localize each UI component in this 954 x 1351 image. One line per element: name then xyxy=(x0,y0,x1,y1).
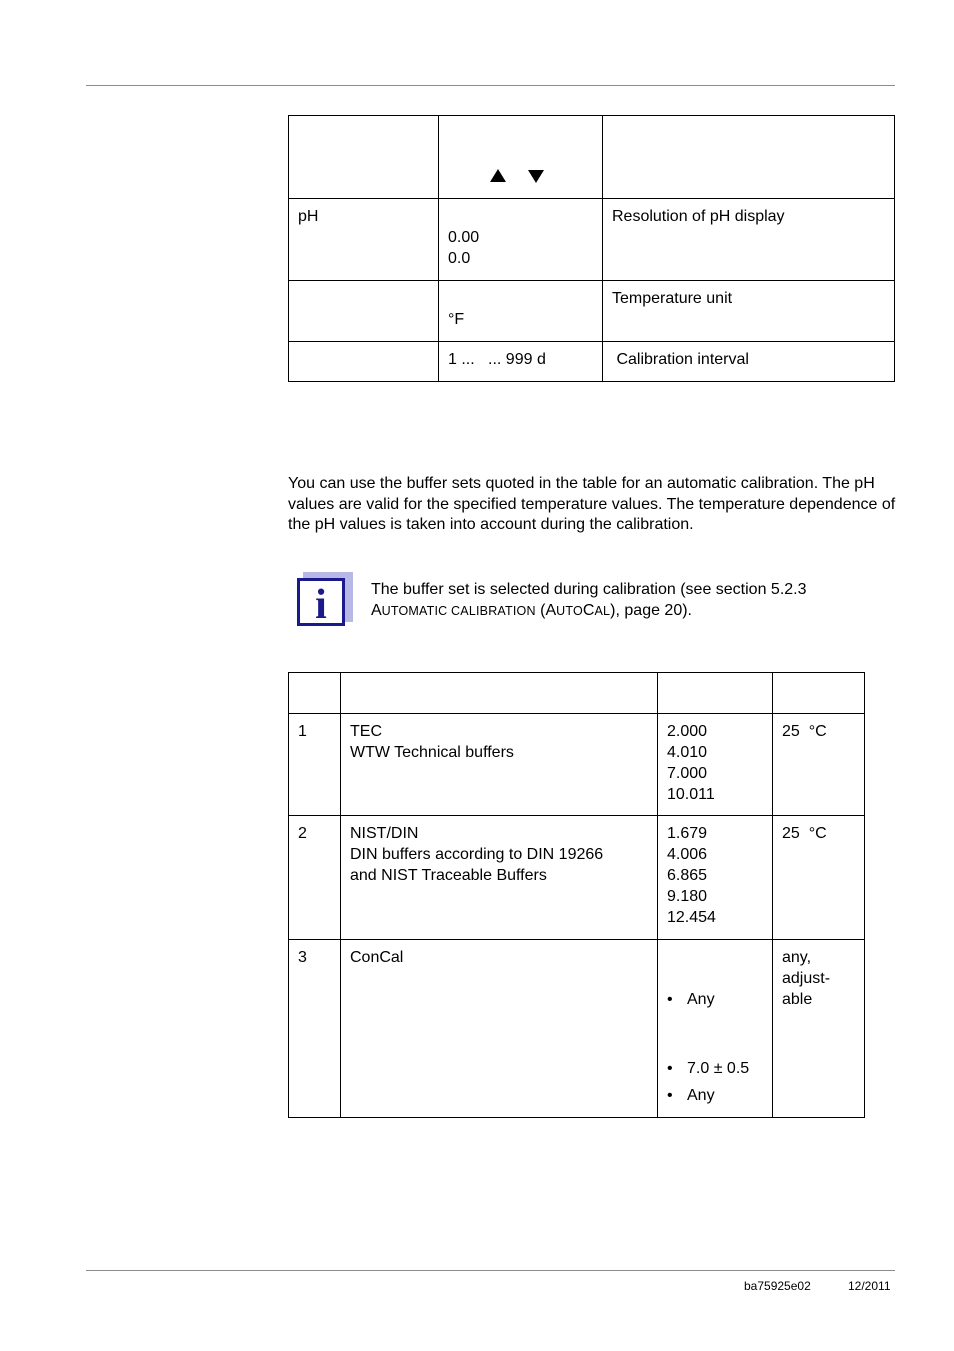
table-row xyxy=(289,816,865,940)
header-rule xyxy=(86,85,895,86)
table-row xyxy=(289,342,895,382)
description-cell: Temperature unit xyxy=(603,281,895,342)
footer-date: 12/2011 xyxy=(848,1279,891,1293)
temp-cell: any, adjust- able xyxy=(773,940,865,1118)
header-cell-ph xyxy=(658,673,773,714)
buffer-table xyxy=(288,672,865,1118)
ph-bullet-list xyxy=(667,989,763,1106)
param-cell xyxy=(289,342,439,382)
header-cell-temp xyxy=(773,673,865,714)
list-item: • Any xyxy=(667,989,763,1010)
header-cell-setting xyxy=(439,116,603,199)
table-row xyxy=(289,199,895,281)
description-cell: Resolution of pH display xyxy=(603,199,895,281)
info-note-text: The buffer set is selected during calibration (see section 5.2.3 AUTOMATIC CALIBRATION (AUTOCAL), page 20). xyxy=(371,581,807,619)
header-cell-no xyxy=(289,673,341,714)
info-icon xyxy=(297,572,353,628)
buffer-header-row xyxy=(289,673,865,714)
arrow-down-icon xyxy=(528,170,544,183)
ph-values-cell: 1.679 4.006 6.865 9.180 12.454 xyxy=(658,816,773,940)
ph-values-cell: 2.000 4.010 7.000 10.011 xyxy=(658,714,773,816)
footer-doc-id: ba75925e02 xyxy=(744,1279,811,1293)
footer-rule xyxy=(86,1270,895,1271)
buffer-set-cell: ConCal xyxy=(341,940,658,1118)
param-cell xyxy=(289,281,439,342)
temp-cell: 25 °C xyxy=(773,714,865,816)
list-item: • 7.0 ± 0.5 xyxy=(667,1058,763,1079)
table-row xyxy=(289,281,895,342)
table-row xyxy=(289,940,865,1118)
header-cell-buffer-set xyxy=(341,673,658,714)
intro-paragraph: You can use the buffer sets quoted in the table for an automatic calibration. The pH values are valid for the specified temperature values. The temperature dependence of the pH values is taken into account during the calibration. xyxy=(288,475,896,533)
header-cell-parameter xyxy=(289,116,439,199)
temp-cell: 25 °C xyxy=(773,816,865,940)
no-cell: 3 xyxy=(289,940,341,1118)
buffer-set-cell: NIST/DIN DIN buffers according to DIN 19266 and NIST Traceable Buffers xyxy=(341,816,658,940)
no-cell: 1 xyxy=(289,714,341,816)
values-cell: 1 ... ... 999 d xyxy=(439,342,603,382)
arrow-up-icon xyxy=(490,169,506,182)
info-icon-letter: i xyxy=(315,582,327,628)
ph-values-cell xyxy=(658,940,773,1118)
table-row xyxy=(289,714,865,816)
values-cell: °F xyxy=(439,281,603,342)
description-cell: Calibration interval xyxy=(603,342,895,382)
buffer-set-cell: TEC WTW Technical buffers xyxy=(341,714,658,816)
settings-table xyxy=(288,115,895,382)
list-item: • Any xyxy=(667,1085,763,1106)
header-cell-explanation xyxy=(603,116,895,199)
values-cell: 0.00 0.0 xyxy=(439,199,603,281)
arrow-keys-icon xyxy=(490,168,550,184)
settings-header-row xyxy=(289,116,895,199)
param-cell: pH xyxy=(289,199,439,281)
no-cell: 2 xyxy=(289,816,341,940)
